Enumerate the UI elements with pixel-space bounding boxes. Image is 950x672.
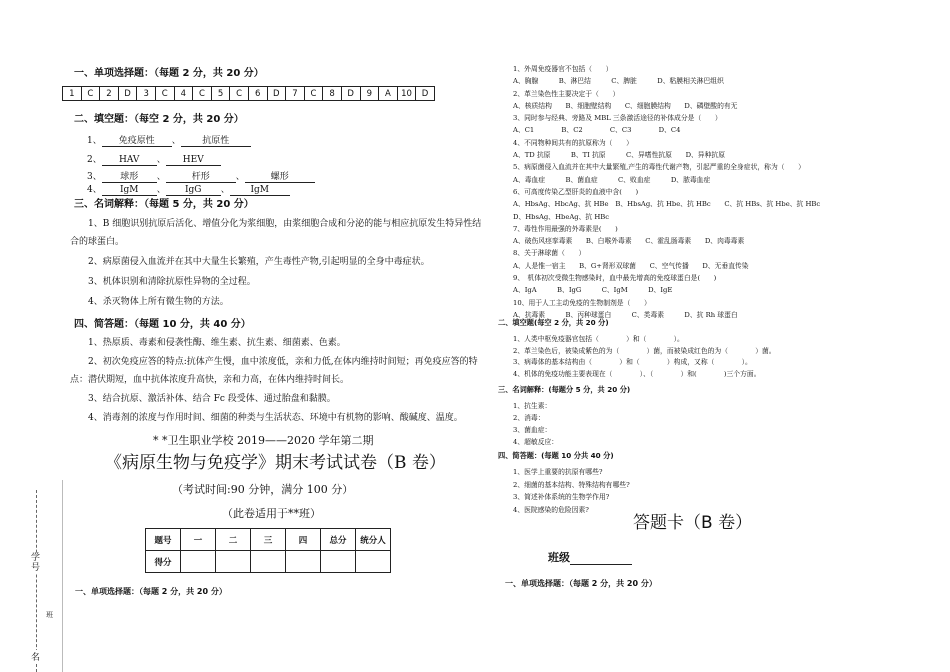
left-section3-title: 三、名词解释：（每题 5 分，共 20 分） xyxy=(74,199,254,210)
term-question-list xyxy=(513,400,558,448)
fill-answer-2 xyxy=(87,152,221,166)
binding-border xyxy=(62,480,63,672)
score-header-cell: 题号 xyxy=(146,529,181,551)
side-label-class: 班 xyxy=(46,611,53,619)
mc-question-line: 1、外周免疫器官不包括（ ） xyxy=(513,65,613,73)
fill-answer-1 xyxy=(87,133,251,147)
answer-cell: 4 xyxy=(174,87,193,101)
fill-blank: 抗原性 xyxy=(181,133,251,147)
term-def-4: 4、杀灭物体上所有微生物的方法。 xyxy=(88,297,229,307)
fill-blank: HAV xyxy=(102,155,157,166)
multiple-choice-list xyxy=(513,63,820,321)
fill-num: 3、 xyxy=(87,172,102,182)
score-row-label: 得分 xyxy=(146,551,181,573)
mc-question-line: 4、不同物种间共有的抗原称为（ ） xyxy=(513,138,633,147)
fill-answer-4 xyxy=(87,182,290,196)
fill-sep: 、 xyxy=(235,172,245,182)
score-header-cell: 二 xyxy=(216,529,251,551)
answer-cell: D xyxy=(416,87,435,101)
fill-answer-3 xyxy=(87,169,315,183)
answer-cell: 5 xyxy=(211,87,230,101)
right-section2-title: 二、填空题(每空 2 分，共 20 分) xyxy=(498,318,609,327)
short-ans-2: 2、初次免疫应答的特点:抗体产生慢，血中浓度低，亲和力低,在体内维持时间短；再免疫应答的特点：潜伏期短，血中抗体浓度升高快，亲和力高，在体内维持时间长。 xyxy=(70,357,478,385)
right-bottom-section1: 一、单项选择题：（每题 2 分，共 20 分） xyxy=(505,579,657,588)
fill-question-line: 1、人类中枢免疫器官包括（ ）和（ ）。 xyxy=(513,335,684,343)
mc-question-line: 9、 机体初次受微生物感染时，血中最先增高的免疫球蛋白是( ) xyxy=(513,274,717,283)
answer-cell: C xyxy=(193,87,212,101)
answer-cell: C xyxy=(81,87,100,101)
term-question-line: 2、消毒： xyxy=(513,414,545,422)
answer-cell: 8 xyxy=(323,87,342,101)
answer-cell: D xyxy=(118,87,137,101)
fill-blank: IgG xyxy=(166,185,221,196)
mc-question-line: A、胸腺 B、淋巴结 C、脾脏 D、粘膜相关淋巴组织 xyxy=(513,77,724,86)
class-field xyxy=(548,549,632,565)
fill-sep: 、 xyxy=(156,155,166,165)
fill-blank: IgM xyxy=(230,185,290,196)
score-header-cell: 统分人 xyxy=(356,529,391,551)
short-ans-3: 3、结合抗原、激活补体、结合 Fc 段受体、通过胎盘和黏膜。 xyxy=(88,394,336,404)
score-header-row xyxy=(146,529,391,551)
fill-blank: 杆形 xyxy=(166,169,236,183)
fill-blank: 螺形 xyxy=(245,169,315,183)
short-question-line: 3、简述补体系统的生物学作用? xyxy=(513,493,610,501)
mc-question-line: A、TD 抗原 B、TI 抗原 C、异嗜性抗原 D、异种抗原 xyxy=(513,151,725,160)
score-header-cell: 一 xyxy=(181,529,216,551)
left-section4-title: 四、简答题：（每题 10 分，共 40 分） xyxy=(74,319,251,330)
answer-cell: C xyxy=(155,87,174,101)
answer-cell: 3 xyxy=(137,87,156,101)
score-input-cell[interactable] xyxy=(181,551,216,573)
left-bottom-section1: 一、单项选择题：（每题 2 分，共 20 分） xyxy=(75,587,227,596)
exam-info: （考试时间:90 分钟，满分 100 分） xyxy=(172,483,354,496)
mc-question-line: 5、病原菌侵入血流并在其中大量繁殖,产生的毒性代谢产物，引起严重的全身症状，称为（ ） xyxy=(513,163,805,172)
mc-question-line: A、HbsAg、HbcAg、抗 HBe B、HbsAg、抗 Hbe、抗 HBc C、抗 HBs、抗 Hbe、抗 HBc xyxy=(513,200,821,209)
short-question-list xyxy=(513,466,630,516)
mc-question-line: A、核质结构 B、细胞壁结构 C、细胞膜结构 D、磷壁酸的有无 xyxy=(513,101,738,110)
fill-sep: 、 xyxy=(171,136,181,146)
mc-question-line: 8、关于淋球菌（ ） xyxy=(513,249,586,258)
fill-question-list xyxy=(513,334,776,380)
term-def-1: 1、B 细胞识别抗原后活化、增值分化为浆细胞，由浆细胞合成和分泌的能与相应抗原发生特异性结合的球蛋白。 xyxy=(70,219,482,247)
short-question-line: 4、医院感染的危险因素? xyxy=(513,505,589,514)
term-definitions xyxy=(70,215,485,311)
binding-line xyxy=(36,490,37,672)
term-question-line: 3、菌血症： xyxy=(513,426,552,434)
fill-num: 2、 xyxy=(87,155,102,165)
answer-cell: C xyxy=(304,87,323,101)
fill-blank: HEV xyxy=(166,155,221,166)
mc-question-line: 3、同时参与经典、旁路及 MBL 三条激活途径的补体成分是（ ） xyxy=(513,114,722,123)
term-question-line: 1、抗生素： xyxy=(513,402,552,410)
term-question-line: 4、超敏反应： xyxy=(513,438,559,446)
fill-question-line: 4、机体的免疫功能主要表现在（ ）、（ ）和( )三个方面。 xyxy=(513,369,761,378)
answer-cell: 2 xyxy=(100,87,119,101)
score-input-cell[interactable] xyxy=(216,551,251,573)
answer-cell: 7 xyxy=(286,87,305,101)
answer-cell: 6 xyxy=(248,87,267,101)
score-header-cell: 三 xyxy=(251,529,286,551)
school-name: * *卫生职业学校 2019——2020 学年第二期 xyxy=(153,434,374,447)
fill-question-line: 3、病毒体的基本结构由（ ）和（ ）构成，又称（ ）。 xyxy=(513,358,752,366)
answer-cell: 10 xyxy=(397,87,416,101)
score-input-cell[interactable] xyxy=(321,551,356,573)
answer-key-row xyxy=(63,87,435,101)
score-table xyxy=(145,528,391,573)
mc-question-line: A、C1 B、C2 C、C3 D、C4 xyxy=(513,126,681,135)
mc-question-line: A、抗毒素 B、丙种球蛋白 C、类毒素 D、抗 Rh 球蛋白 xyxy=(513,310,738,319)
mc-question-line: 2、革兰染色性主要决定于（ ） xyxy=(513,89,620,98)
short-question-line: 2、细菌的基本结构、特殊结构有哪些? xyxy=(513,480,630,489)
fill-sep: 、 xyxy=(156,172,166,182)
fill-sep: 、 xyxy=(156,185,166,195)
mc-question-line: D、HbsAg、HbeAg、抗 HBc xyxy=(513,212,610,221)
mc-question-line: A、破伤风痉挛毒素 B、白喉外毒素 C、霍乱肠毒素 D、肉毒毒素 xyxy=(513,237,745,246)
mc-question-line: A、IgA B、IgG C、IgM D、IgE xyxy=(513,286,673,295)
term-def-2: 2、病原菌侵入血流并在其中大量生长繁殖，产生毒性产物,引起明显的全身中毒症状。 xyxy=(88,257,430,267)
fill-num: 4、 xyxy=(87,185,102,195)
answer-cell: D xyxy=(341,87,360,101)
mc-question-line: A、人是惟一宿主 B、G+肾形双球菌 C、空气传播 D、无垂直传染 xyxy=(513,261,749,270)
score-header-cell: 总分 xyxy=(321,529,356,551)
fill-blank: 免疫原性 xyxy=(102,133,172,147)
exam-title: 《病原生物与免疫学》期末考试试卷（B 卷） xyxy=(105,453,446,473)
score-input-cell[interactable] xyxy=(356,551,391,573)
right-section3-title: 三、名词解释：(每题分 5 分，共 20 分) xyxy=(498,385,631,394)
mc-question-line: 6、可高度传染乙型肝炎的血液中含( ) xyxy=(513,187,639,196)
short-ans-1: 1、热原质、毒素和侵袭性酶、维生素、抗生素、细菌素、色素。 xyxy=(88,338,346,348)
mc-question-line: A、毒血症 B、菌血症 C、败血症 D、脓毒血症 xyxy=(513,175,711,184)
score-input-cell[interactable] xyxy=(286,551,321,573)
left-section2-title: 二、填空题：（每空 2 分，共 20 分） xyxy=(74,114,244,125)
term-def-3: 3、机体识别和清除抗原性异物的全过程。 xyxy=(88,277,256,287)
short-question-line: 1、医学上重要的抗原有哪些? xyxy=(513,468,603,476)
fill-num: 1、 xyxy=(87,136,102,146)
side-label-name: 名 xyxy=(31,650,40,663)
answer-cell: C xyxy=(230,87,249,101)
right-section4-title: 四、简答题：(每题 10 分共 40 分) xyxy=(498,451,614,460)
fill-sep: 、 xyxy=(220,185,230,195)
answer-key-table xyxy=(62,86,435,101)
score-input-cell[interactable] xyxy=(251,551,286,573)
left-section1-title: 一、单项选择题：（每题 2 分，共 20 分） xyxy=(74,68,264,79)
fill-blank: IgM xyxy=(102,185,157,196)
fill-question-line: 2、革兰染色后，被染成紫色的为（ ）菌，而被染成红色的为（ ）菌。 xyxy=(513,346,776,355)
score-header-cell: 四 xyxy=(286,529,321,551)
class-label: 班级 xyxy=(548,551,570,564)
short-ans-4: 4、消毒剂的浓度与作用时间、细菌的种类与生活状态、环境中有机物的影响、酸碱度、温度。 xyxy=(88,413,463,423)
score-row xyxy=(146,551,391,573)
answer-cell: A xyxy=(379,87,398,101)
applies-to: （此卷适用于**班） xyxy=(222,507,321,520)
short-answers xyxy=(70,334,485,427)
class-blank xyxy=(570,551,632,565)
answer-cell: 9 xyxy=(360,87,379,101)
mc-question-line: 7、毒性作用最强的外毒素是( ) xyxy=(513,224,618,233)
answer-cell: D xyxy=(267,87,286,101)
fill-blank: 球形 xyxy=(102,169,157,183)
side-label-student-id: 学号 xyxy=(31,553,43,573)
answer-card-title: 答题卡（B 卷） xyxy=(633,513,753,533)
mc-question-line: 10、用于人工主动免疫的生物制剂是（ ） xyxy=(513,298,651,307)
answer-cell: 1 xyxy=(63,87,82,101)
